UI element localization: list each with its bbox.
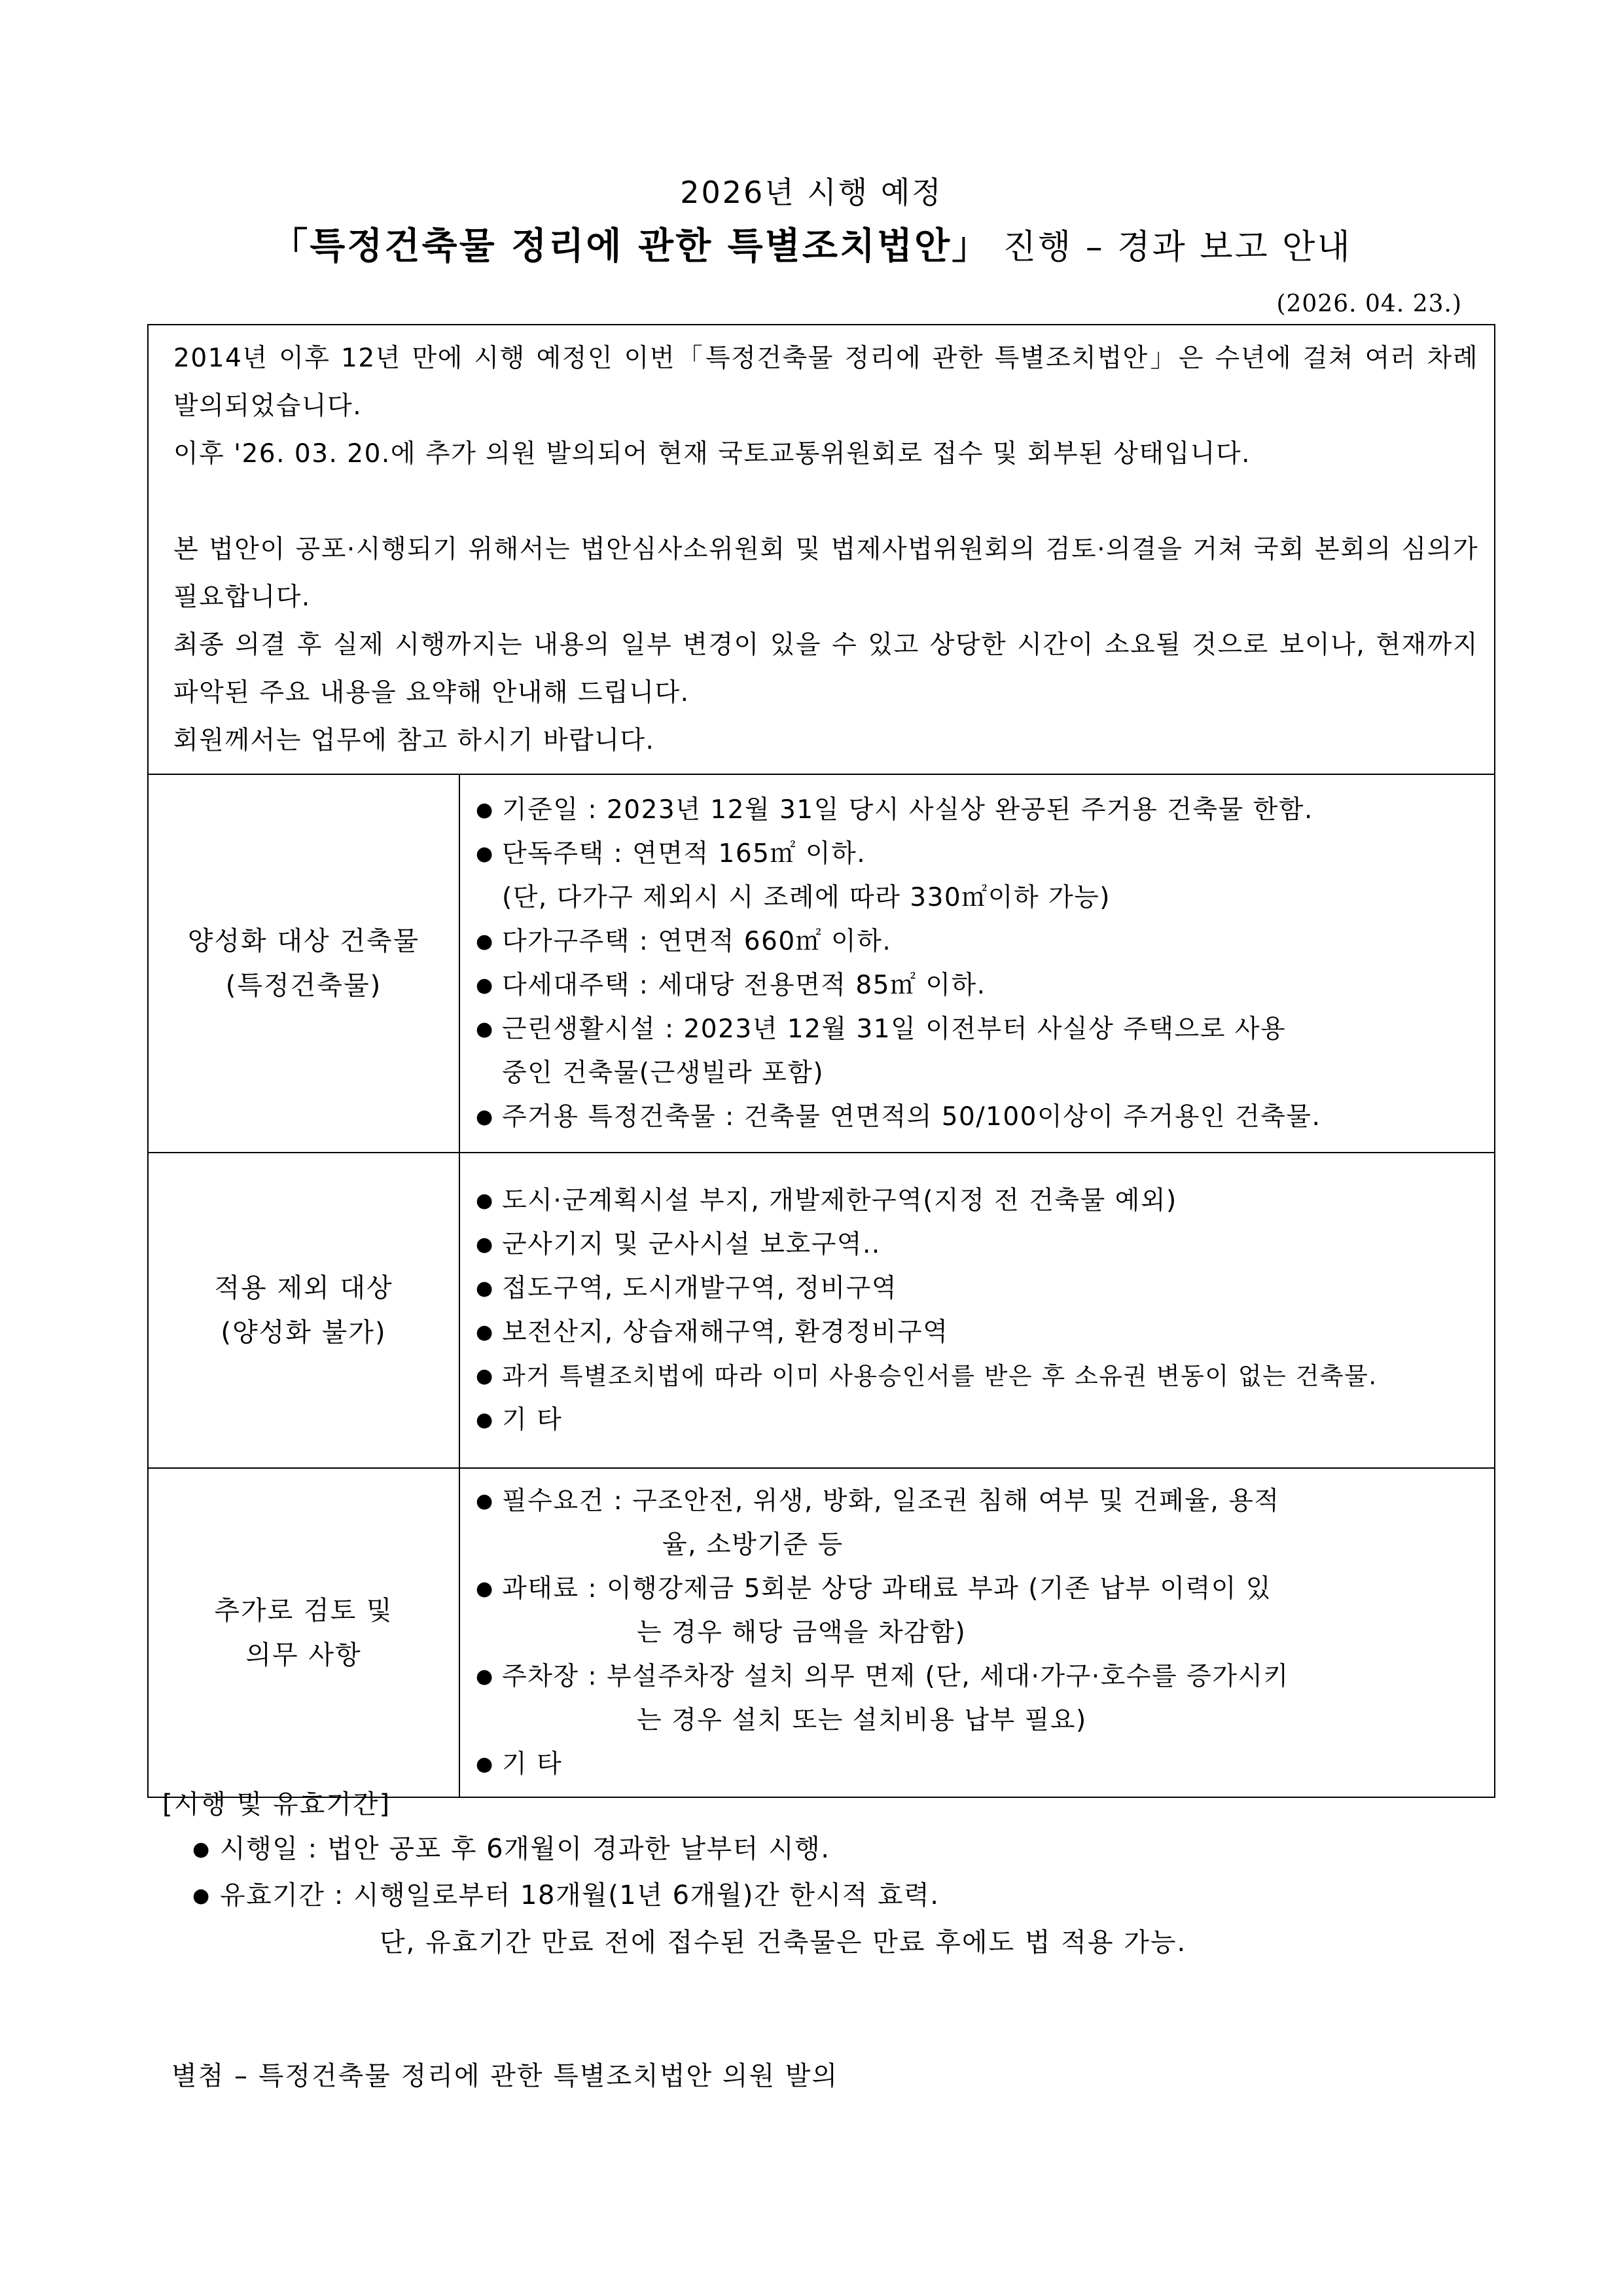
period-note: 단, 유효기간 만료 전에 접수된 건축물은 만료 후에도 법 적용 가능. xyxy=(380,1928,1187,1958)
bullet-icon: ● xyxy=(476,1189,494,1212)
bullet-icon: ● xyxy=(476,1018,494,1041)
item-text: 필수요건 : 구조안전, 위생, 방화, 일조권 침해 여부 및 건폐율, 용적 xyxy=(502,1486,1280,1516)
list-item xyxy=(472,963,1481,1007)
item-text: 근린생활시설 : 2023년 12월 31일 이전부터 사실상 주택으로 사용 xyxy=(502,1014,1287,1044)
row-label-main: 양성화 대상 건축물 xyxy=(187,926,420,956)
item-text: 접도구역, 도시개발구역, 정비구역 xyxy=(502,1274,898,1303)
row-label-sub: (양성화 불가) xyxy=(221,1318,387,1348)
intro-paragraph: 이후 '26. 03. 20.에 추가 의원 발의되어 현재 국토교통위원회로 접수 및 회부된 상태입니다. xyxy=(173,439,1251,469)
list-item xyxy=(472,1398,1481,1442)
list-item xyxy=(472,1266,1481,1310)
bullet-icon: ● xyxy=(192,1884,211,1907)
item-text: 과태료 : 이행강제금 5회분 상당 과태료 부과 (기존 납부 이력이 있 xyxy=(502,1574,1272,1604)
bullet-icon: ● xyxy=(476,1277,494,1300)
intro-paragraph: 최종 의결 후 실제 시행까지는 내용의 일부 변경이 있을 수 있고 상당한 시간이 소요될 것으로 보이나, 현재까지 파악된 주요 내용을 요약해 안내해 드립니다. xyxy=(173,630,1479,708)
intro-spacer xyxy=(173,478,1478,526)
list-item xyxy=(472,1567,1481,1655)
item-text: 도시·군계획시설 부지, 개발제한구역(지정 전 건축물 예외) xyxy=(502,1186,1177,1215)
row-items xyxy=(459,1468,1495,1797)
row-label xyxy=(148,1468,459,1797)
bullet-icon: ● xyxy=(476,1321,494,1344)
item-continuation: 는 경우 설치 또는 설치비용 납부 필요) xyxy=(637,1706,1087,1735)
item-text: 주거용 특정건축물 : 건축물 연면적의 50/100이상이 주거용인 건축물. xyxy=(502,1102,1321,1132)
summary-table xyxy=(147,324,1495,1798)
list-item xyxy=(190,1873,1433,1919)
document-date: (2026. 04. 23.) xyxy=(1276,291,1462,317)
bullet-icon: ● xyxy=(476,1365,494,1388)
list-item xyxy=(472,920,1481,963)
list-item xyxy=(472,1354,1481,1398)
intro-paragraph: 회원께서는 업무에 참고 하시기 바랍니다. xyxy=(173,726,655,755)
period-list xyxy=(190,1826,1433,1919)
bullet-icon: ● xyxy=(476,1233,494,1256)
bullet-icon: ● xyxy=(476,930,494,953)
item-continuation: 중인 건축물(근생빌라 포함) xyxy=(502,1058,825,1088)
table-row xyxy=(148,1153,1495,1468)
item-text: 주차장 : 부설주차장 설치 의무 면제 (단, 세대·가구·호수를 증가시키 xyxy=(502,1662,1289,1691)
row-label-main: 추가로 검토 및 xyxy=(214,1595,393,1626)
bullet-icon: ● xyxy=(476,1105,494,1128)
bullet-icon: ● xyxy=(192,1838,211,1861)
intro-paragraph: 본 법안이 공포·시행되기 위해서는 법안심사소위원회 및 법제사법위원회의 검토·의결을 거쳐 국회 본회의 심의가 필요합니다. xyxy=(173,535,1479,612)
bullet-icon: ● xyxy=(476,1408,494,1431)
title-line2 xyxy=(0,217,1623,270)
list-item xyxy=(190,1826,1433,1873)
item-text: 보전산지, 상습재해구역, 환경정비구역 xyxy=(502,1318,949,1347)
row-items xyxy=(459,1153,1495,1468)
list-item xyxy=(472,1655,1481,1742)
period-item-text: 시행일 : 법안 공포 후 6개월이 경과한 날부터 시행. xyxy=(220,1834,830,1864)
bullet-icon: ● xyxy=(476,1753,494,1776)
list-item xyxy=(472,1479,1481,1567)
list-item xyxy=(472,788,1481,832)
period-heading: [시행 및 유효기간] xyxy=(162,1789,391,1820)
item-text: 과거 특별조치법에 따라 이미 사용승인서를 받은 후 소유권 변동이 없는 건축물. xyxy=(502,1362,1378,1390)
bullet-icon: ● xyxy=(476,1577,494,1600)
period-item-text: 유효기간 : 시행일로부터 18개월(1년 6개월)간 한시적 효력. xyxy=(220,1880,940,1910)
bullet-icon: ● xyxy=(476,974,494,997)
list-item xyxy=(472,1223,1481,1266)
list-item xyxy=(472,1742,1481,1786)
item-continuation: (단, 다가구 제외시 시 조례에 따라 330㎡이하 가능) xyxy=(502,883,1111,912)
item-text: 기 타 xyxy=(502,1405,563,1435)
list-item xyxy=(472,1310,1481,1354)
list-item xyxy=(472,1179,1481,1223)
bullet-icon: ● xyxy=(476,1665,494,1688)
title-line1: 2026년 시행 예정 xyxy=(680,175,943,210)
row-label xyxy=(148,1153,459,1468)
attachment-note: 별첨 – 특정건축물 정리에 관한 특별조치법안 의원 발의 xyxy=(171,2061,839,2091)
item-continuation: 율, 소방기준 등 xyxy=(662,1530,844,1560)
intro-row xyxy=(148,325,1495,774)
list-item xyxy=(472,1095,1481,1139)
title-law-name: 「특정건축물 정리에 관한 특별조치법안」 xyxy=(271,225,991,268)
list-item xyxy=(472,1007,1481,1095)
item-text: 기 타 xyxy=(502,1749,563,1779)
row-label-sub: 의무 사항 xyxy=(245,1640,362,1670)
intro-paragraph: 2014년 이후 12년 만에 시행 예정인 이번「특정건축물 정리에 관한 특별조치법안」은 수년에 걸쳐 여러 차례 발의되었습니다. xyxy=(173,344,1479,421)
item-text: 군사기지 및 군사시설 보호구역.. xyxy=(502,1230,881,1259)
item-text: 단독주택 : 연면적 165㎡ 이하. xyxy=(502,839,866,869)
item-text: 다가구주택 : 연면적 660㎡ 이하. xyxy=(502,927,892,956)
title-subject: 진행 – 경과 보고 안내 xyxy=(990,228,1352,267)
bullet-icon: ● xyxy=(476,798,494,821)
bullet-icon: ● xyxy=(476,842,494,865)
table-row xyxy=(148,774,1495,1153)
row-items xyxy=(459,774,1495,1153)
list-item xyxy=(472,832,1481,920)
item-text: 기준일 : 2023년 12월 31일 당시 사실상 완공된 주거용 건축물 한함. xyxy=(502,795,1313,825)
item-continuation: 는 경우 해당 금액을 차감함) xyxy=(637,1618,967,1647)
bullet-icon: ● xyxy=(476,1490,494,1513)
row-label-sub: (특정건축물) xyxy=(225,971,382,1001)
item-text: 다세대주택 : 세대당 전용면적 85㎡ 이하. xyxy=(502,971,986,1000)
intro-cell xyxy=(148,325,1495,774)
row-label-main: 적용 제외 대상 xyxy=(214,1273,393,1303)
row-label xyxy=(148,774,459,1153)
table-row xyxy=(148,1468,1495,1797)
